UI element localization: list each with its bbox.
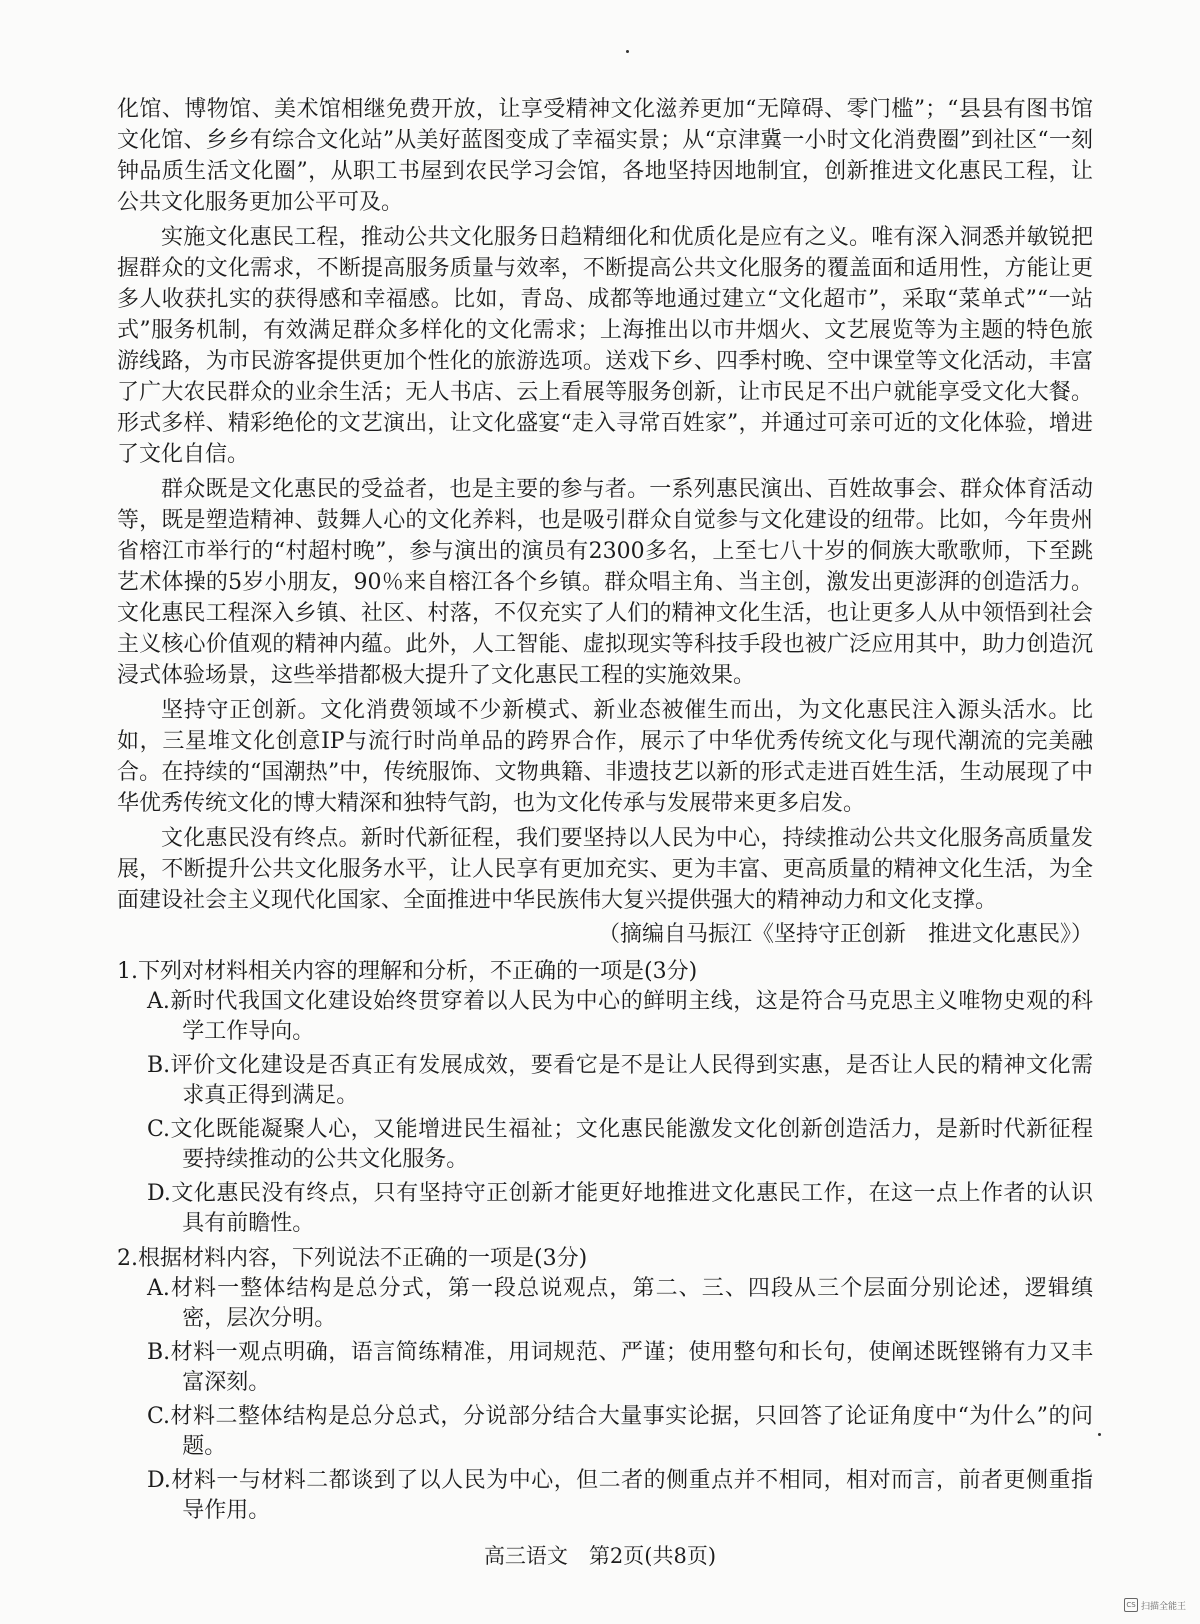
- question-option: C.文化既能凝聚人心，又能增进民生福祉；文化惠民能激发文化创新创造活力，是新时代新征程要持续推动的公共文化服务。: [147, 1117, 1093, 1172]
- question-stem: 2.根据材料内容，下列说法不正确的一项是(3分): [117, 1246, 588, 1271]
- question-option: B.评价文化建设是否真正有发展成效，要看它是不是让人民得到实惠，是否让人民的精神文化需求真正得到满足。: [147, 1053, 1093, 1108]
- question-2: [117, 1243, 1093, 1526]
- scanner-label: 扫描全能王: [1140, 1601, 1186, 1612]
- question-option: C.材料二整体结构是总分总式，分说部分结合大量事实论据，只回答了论证角度中“为什么”的问题。: [147, 1404, 1093, 1459]
- article-source: （摘编自马振江《坚持守正创新 推进文化惠民》）: [597, 922, 1093, 947]
- question-option: B.材料一观点明确，语言简练精准，用词规范、严谨；使用整句和长句，使阐述既铿锵有力又丰富深刻。: [147, 1340, 1093, 1395]
- article-paragraph: 文化惠民没有终点。新时代新征程，我们要坚持以人民为中心，持续推动公共文化服务高质量发展，不断提升公共文化服务水平，让人民享有更加充实、更为丰富、更高质量的精神文化生活，为全面建设社会主义现代化国家、全面推进中华民族伟大复兴提供强大的精神动力和文化支撑。: [117, 826, 1093, 913]
- scan-speck: [626, 50, 629, 53]
- article-paragraph: 坚持守正创新。文化消费领域不少新模式、新业态被催生而出，为文化惠民注入源头活水。比如，三星堆文化创意IP与流行时尚单品的跨界合作，展示了中华优秀传统文化与现代潮流的完美融合。在持续的“国潮热”中，传统服饰、文物典籍、非遗技艺以新的形式走进百姓生活，生动展现了中华优秀传统文化的博大精深和独特气韵，也为文化传承与发展带来更多启发。: [117, 698, 1093, 816]
- scan-speck: [1098, 1433, 1101, 1436]
- article-paragraph: 实施文化惠民工程，推动公共文化服务日趋精细化和优质化是应有之义。唯有深入洞悉并敏锐把握群众的文化需求，不断提高服务质量与效率，不断提高公共文化服务的覆盖面和适用性，方能让更多人收获扎实的获得感和幸福感。比如，青岛、成都等地通过建立“文化超市”，采取“菜单式”“一站式”服务机制，有效满足群众多样化的文化需求；上海推出以市井烟火、文艺展览等为主题的特色旅游线路，为市民游客提供更加个性化的旅游选项。送戏下乡、四季村晚、空中课堂等文化活动，丰富了广大农民群众的业余生活；无人书店、云上看展等服务创新，让市民足不出户就能享受文化大餐。形式多样、精彩绝伦的文艺演出，让文化盛宴“走入寻常百姓家”，并通过可亲可近的文化体验，增进了文化自信。: [117, 225, 1093, 467]
- page-footer: 高三语文 第2页(共8页): [483, 1544, 717, 1568]
- scanner-watermark: [1124, 1598, 1186, 1612]
- question-option: A.材料一整体结构是总分式，第一段总说观点，第二、三、四段从三个层面分别论述，逻辑缜密，层次分明。: [147, 1276, 1093, 1331]
- article-paragraph: 化馆、博物馆、美术馆相继免费开放，让享受精神文化滋养更加“无障碍、零门槛”；“县县有图书馆文化馆、乡乡有综合文化站”从美好蓝图变成了幸福实景；从“京津冀一小时文化消费圈”到社区“一刻钟品质生活文化圈”，从职工书屋到农民学习会馆，各地坚持因地制宜，创新推进文化惠民工程，让公共文化服务更加公平可及。: [117, 97, 1093, 215]
- question-stem: 1.下列对材料相关内容的理解和分析，不正确的一项是(3分): [117, 959, 698, 984]
- question-option: D.材料一与材料二都谈到了以人民为中心，但二者的侧重点并不相同，相对而言，前者更侧重指导作用。: [147, 1468, 1093, 1523]
- question-option: D.文化惠民没有终点，只有坚持守正创新才能更好地推进文化惠民工作，在这一点上作者的认识具有前瞻性。: [147, 1181, 1093, 1236]
- scanner-logo-icon: CS: [1124, 1598, 1138, 1612]
- question-1: [117, 956, 1093, 1239]
- page-content: [117, 94, 1093, 1530]
- question-option: A.新时代我国文化建设始终贯穿着以人民为中心的鲜明主线，这是符合马克思主义唯物史观的科学工作导向。: [147, 989, 1093, 1044]
- article-paragraph: 群众既是文化惠民的受益者，也是主要的参与者。一系列惠民演出、百姓故事会、群众体育活动等，既是塑造精神、鼓舞人心的文化养料，也是吸引群众自觉参与文化建设的纽带。比如，今年贵州省榕江市举行的“村超村晚”，参与演出的演员有2300多名，上至七八十岁的侗族大歌歌师，下至跳艺术体操的5岁小朋友，90％来自榕江各个乡镇。群众唱主角、当主创，激发出更澎湃的创造活力。文化惠民工程深入乡镇、社区、村落，不仅充实了人们的精神文化生活，也让更多人从中领悟到社会主义核心价值观的精神内蕴。此外，人工智能、虚拟现实等科技手段也被广泛应用其中，助力创造沉浸式体验场景，这些举措都极大提升了文化惠民工程的实施效果。: [117, 477, 1093, 688]
